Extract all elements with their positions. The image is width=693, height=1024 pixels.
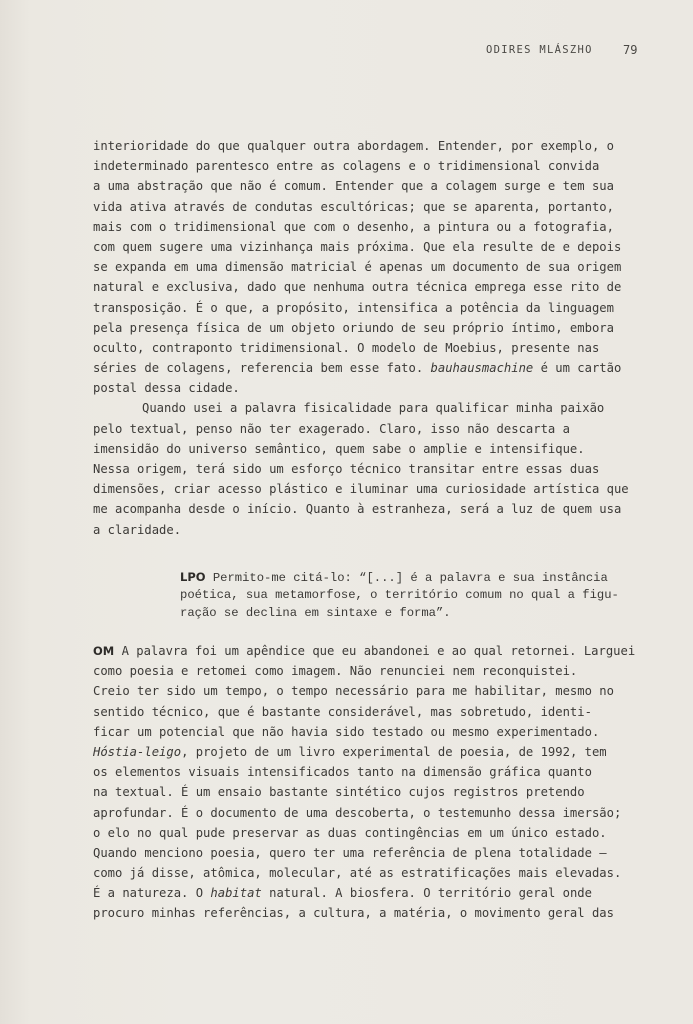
text-span: séries de colagens, referencia bem esse fato. <box>93 361 431 376</box>
text-line: pela presença física de um objeto oriundo de seu próprio íntimo, embora <box>93 320 614 335</box>
text-line <box>180 568 619 586</box>
text-line: como poesia e retomei como imagem. Não renunciei nem reconquistei. <box>93 664 578 679</box>
text-line: imensidão do universo semântico, quem sabe o amplie e intensifique. <box>93 441 585 456</box>
text-line: na textual. É um ensaio bastante sintético cujos registros pretendo <box>93 785 585 800</box>
text-line: a uma abstração que não é comum. Entender que a colagem surge e tem sua <box>93 179 614 194</box>
text-line: procuro minhas referências, a cultura, a matéria, o movimento geral das <box>93 906 614 921</box>
interviewer-question <box>180 568 619 622</box>
text-line: aprofundar. É o documento de uma descoberta, o testemunho dessa imersão; <box>93 805 622 820</box>
text-line <box>93 883 635 903</box>
text-line: Quando menciono poesia, quero ter uma referência de plena totalidade – <box>93 845 607 860</box>
text-line: ração se declina em sintaxe e forma”. <box>180 606 451 620</box>
text-line: Creio ter sido um tempo, o tempo necessário para me habilitar, mesmo no <box>93 684 614 699</box>
running-head: ODIRES MLÁSZHO <box>486 44 593 56</box>
text-line: ficar um potencial que não havia sido testado ou mesmo experimentado. <box>93 724 600 739</box>
italic-term: habitat <box>210 886 262 901</box>
speaker-label: OM <box>93 644 115 658</box>
body-paragraph-1 <box>93 136 629 540</box>
text-line: Nessa origem, terá sido um esforço técnico transitar entre essas duas <box>93 462 600 476</box>
text-span: é um cartão <box>533 361 622 376</box>
page-number: 79 <box>623 43 638 57</box>
text-line: mais com o tridimensional que com o desenho, a pintura ou a fotografia, <box>93 219 614 234</box>
text-line: com quem sugere uma vizinhança mais próxima. Que ela resulte de e depois <box>93 239 622 254</box>
text-line: se expanda em uma dimensão matricial é apenas um documento de sua origem <box>93 260 622 275</box>
text-line: sentido técnico, que é bastante considerável, mas sobretudo, identi- <box>93 704 592 719</box>
text-span: Permito-me citá-lo: “[...] é a palavra e sua instância <box>205 571 608 585</box>
italic-title: Hóstia-leigo <box>93 744 182 759</box>
text-line: indeterminado parentesco entre as colagens e o tridimensional convida <box>93 159 600 174</box>
text-line <box>93 641 635 661</box>
text-line <box>93 358 629 378</box>
text-span: É a natureza. O <box>93 886 211 901</box>
text-line: poética, sua metamorfose, o território comum no qual a figu- <box>180 588 619 602</box>
text-line: me acompanha desde o início. Quanto à estranheza, será a luz de quem usa <box>93 502 622 517</box>
text-line: os elementos visuais intensificados tanto na dimensão gráfica quanto <box>93 765 592 780</box>
text-span: natural. A biosfera. O território geral onde <box>261 886 592 901</box>
text-line: natural e exclusiva, dado que nenhuma outra técnica emprega esse rito de <box>93 280 622 295</box>
text-span: A palavra foi um apêndice que eu abandonei e ao qual retornei. Larguei <box>114 644 636 658</box>
text-line: como já disse, atômica, molecular, até as estratificações mais elevadas. <box>93 866 622 881</box>
text-line <box>93 742 635 762</box>
text-line: pelo textual, penso não ter exagerado. Claro, isso não descarta a <box>93 421 570 436</box>
text-line: Quando usei a palavra fisicalidade para qualificar minha paixão <box>142 401 605 416</box>
text-span: , projeto de um livro experimental de poesia, de 1992, tem <box>181 744 607 759</box>
text-line: interioridade do que qualquer outra abordagem. Entender, por exemplo, o <box>93 139 614 153</box>
body-paragraph-2 <box>93 641 635 924</box>
speaker-label: LPO <box>180 570 206 584</box>
text-line: oculto, contraponto tridimensional. O modelo de Moebius, presente nas <box>93 340 600 355</box>
text-line: vida ativa através de condutas escultóricas; que se aparenta, portanto, <box>93 199 614 214</box>
italic-title: bauhausmachine <box>430 361 534 376</box>
text-line: transposição. É o que, a propósito, intensifica a potência da linguagem <box>93 300 614 315</box>
text-line: dimensões, criar acesso plástico e iluminar uma curiosidade artística que <box>93 482 629 497</box>
text-line: postal dessa cidade. <box>93 381 240 396</box>
text-line: o elo no qual pude preservar as duas contingências em um único estado. <box>93 825 607 840</box>
text-line: a claridade. <box>93 522 182 537</box>
